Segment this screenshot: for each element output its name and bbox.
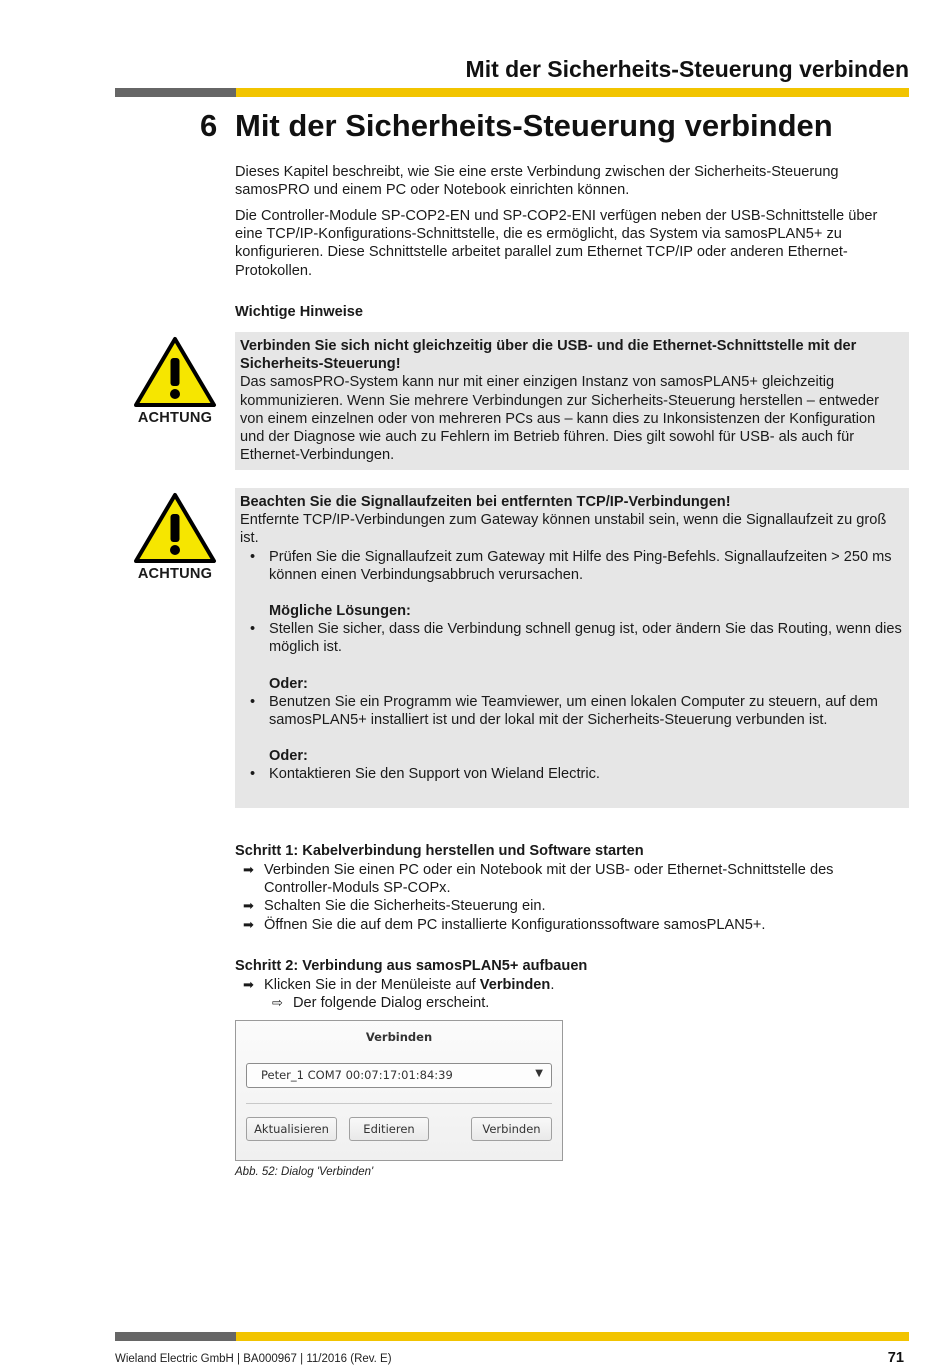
list-item: • Benutzen Sie ein Programm wie Teamviewer, um einen lokalen Computer zu steuern, auf dem samosPLAN5+ installiert ist und der lokal mit der Sicherheits-Steuerung verbunden ist.	[250, 693, 878, 729]
warning-1-heading: Verbinden Sie sich nicht gleichzeitig über die USB- und die Ethernet-Schnittstelle mit der Sicherheits-Steuerung!	[240, 338, 857, 373]
divider	[246, 1103, 552, 1104]
arrow-right-icon: ➡	[243, 977, 254, 992]
bullet-icon: •	[250, 621, 256, 638]
list-item: • Prüfen Sie die Signallaufzeit zum Gateway mit Hilfe des Ping-Befehls. Signallaufzeiten > 250 ms können einen Verbindungsabbruch verursachen.	[250, 548, 892, 583]
hints-heading: Wichtige Hinweise	[235, 304, 363, 320]
edit-button[interactable]: Editieren	[349, 1117, 429, 1141]
step-2-list	[235, 976, 903, 1012]
warning-1-text: Das samosPRO-System kann nur mit einer einzigen Instanz von samosPLAN5+ gleichzeitig kommunizieren. Wenn Sie mehrere Verbindungen zur Sicherheits-Steuerung herstellen – entweder von einem einzelnen oder von mehreren PCs aus – kann dies zu Inkonsistenzen der Konfiguration und der Diagnose wie auch zu Fehlern im Betrieb führen. Dies gilt sowohl für USB- als auch für Ethernet-Verbindungen.	[240, 374, 879, 464]
dropdown-arrow-icon[interactable]: ▼	[535, 1068, 543, 1079]
figure-caption: Abb. 52: Dialog 'Verbinden'	[235, 1166, 374, 1178]
warning-label: ACHTUNG	[137, 566, 213, 582]
warning-triangle-icon	[133, 336, 217, 408]
solutions-label: Mögliche Lösungen:	[269, 603, 411, 620]
menu-reference: Verbinden	[479, 977, 551, 993]
result-arrow-icon: ⇨	[272, 995, 283, 1011]
intro-paragraph-2: Die Controller-Module SP-COP2-EN und SP-COP2-ENI verfügen neben der USB-Schnittstelle über eine TCP/IP-Konfigurations-Schnittstelle, die es ermöglicht, das System via samosPLAN5+ zu konfigurieren. Diese Schnittstelle arbeitet parallel zum Ethernet TCP/IP oder anderen Ethernet-Protokollen.	[235, 208, 878, 279]
connect-dialog-screenshot	[235, 1020, 563, 1161]
warning-2-text: Entfernte TCP/IP-Verbindungen zum Gateway können unstabil sein, wenn die Signallaufzeit zu groß ist.	[240, 512, 887, 547]
list-item: • Stellen Sie sicher, dass die Verbindung schnell genug ist, oder ändern Sie das Routing, wenn dies möglich ist.	[250, 621, 902, 656]
or-label: Oder:	[269, 675, 308, 692]
running-header-title: Mit der Sicherheits-Steuerung verbinden	[465, 56, 909, 82]
arrow-right-icon: ➡	[243, 862, 254, 877]
bullet-icon: •	[250, 548, 256, 565]
device-select[interactable]	[246, 1063, 552, 1088]
warning-box-2	[235, 488, 909, 808]
warning-2-heading: Beachten Sie die Signallaufzeiten bei entfernten TCP/IP-Verbindungen!	[240, 494, 731, 510]
chapter-number: 6	[200, 108, 218, 143]
list-item: • Kontaktieren Sie den Support von Wieland Electric.	[250, 766, 600, 783]
footer-publisher: Wieland Electric GmbH | BA000967 | 11/2016 (Rev. E)	[115, 1353, 392, 1365]
footer-rule	[115, 1332, 909, 1341]
arrow-right-icon: ➡	[243, 898, 254, 914]
step-1-title: Schritt 1: Kabelverbindung herstellen und Software starten	[235, 843, 644, 859]
chapter-heading	[200, 108, 833, 144]
result-item: ⇨ Der folgende Dialog erscheint.	[272, 995, 490, 1012]
step-2-title: Schritt 2: Verbindung aus samosPLAN5+ aufbauen	[235, 958, 588, 974]
list-item: ➡ Klicken Sie in der Menüleiste auf Verbinden.	[243, 977, 555, 993]
warning-label: ACHTUNG	[137, 410, 213, 426]
warning-triangle-icon	[133, 492, 217, 564]
header-rule	[115, 88, 909, 97]
warning-sign-2	[132, 492, 218, 582]
intro-paragraph-1: Dieses Kapitel beschreibt, wie Sie eine erste Verbindung zwischen der Sicherheits-Steuerung samosPRO und einem PC oder Notebook einrichten können.	[235, 164, 839, 199]
bullet-icon: •	[250, 766, 256, 783]
or-label: Oder:	[269, 748, 308, 765]
list-item: ➡ Schalten Sie die Sicherheits-Steuerung ein.	[243, 898, 546, 915]
device-select-value: Peter_1 COM7 00:07:17:01:84:39	[261, 1068, 453, 1082]
warning-box-1	[235, 332, 909, 470]
dialog-title: Verbinden	[365, 1030, 433, 1044]
warning-sign-1	[132, 336, 218, 426]
list-item: ➡ Öffnen Sie die auf dem PC installierte Konfigurationssoftware samosPLAN5+.	[243, 916, 766, 933]
refresh-button[interactable]: Aktualisieren	[246, 1117, 337, 1141]
step-1-list	[235, 861, 903, 934]
page-number: 71	[887, 1350, 904, 1366]
chapter-title: Mit der Sicherheits-Steuerung verbinden	[235, 108, 833, 143]
list-item: ➡ Verbinden Sie einen PC oder ein Notebook mit der USB- oder Ethernet-Schnittstelle des Controller-Moduls SP-COPx.	[243, 862, 834, 897]
connect-button[interactable]: Verbinden	[471, 1117, 552, 1141]
arrow-right-icon: ➡	[243, 916, 254, 932]
bullet-icon: •	[250, 693, 256, 710]
